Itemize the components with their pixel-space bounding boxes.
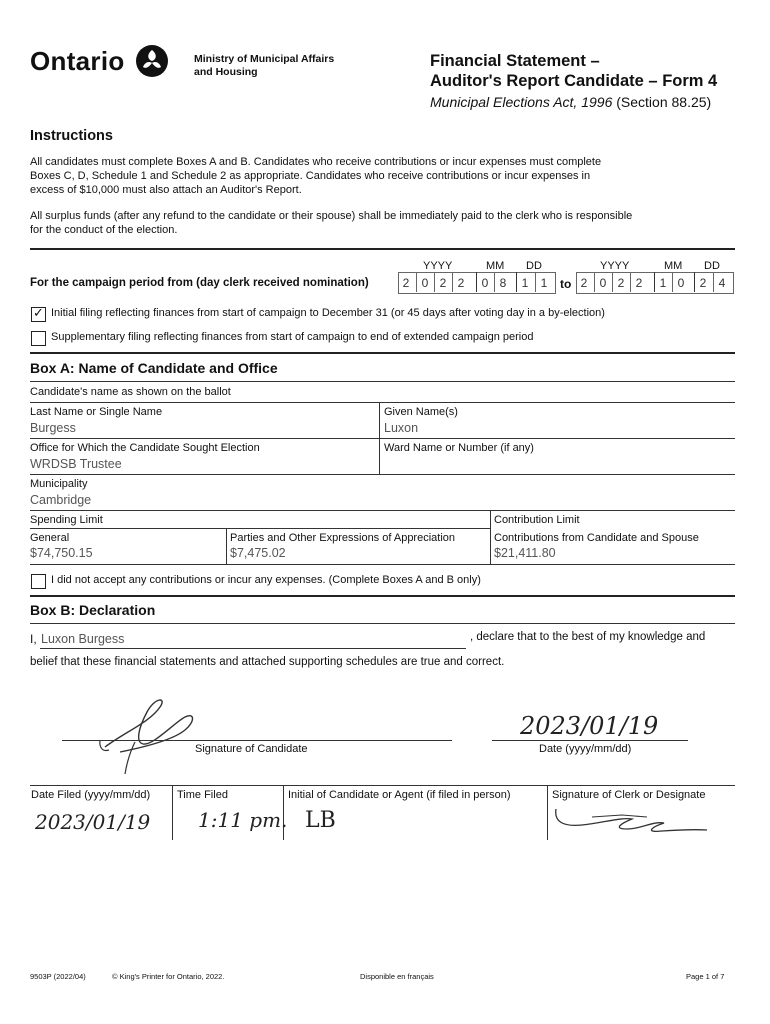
campaign-period-label: For the campaign period from (day clerk received nomination)	[30, 277, 369, 289]
initial-filing-checkbox[interactable]	[31, 307, 46, 322]
divider	[62, 740, 452, 741]
office-field[interactable]: WRDSB Trustee	[30, 457, 122, 471]
from-digit: 1	[535, 272, 552, 292]
time-filed-field[interactable]: 1:11 pm.	[198, 808, 288, 832]
spending-limit-label: Spending Limit	[30, 514, 103, 526]
box-a-title: Box A: Name of Candidate and Office	[30, 360, 278, 376]
divider	[172, 785, 173, 840]
instructions-paragraph-2: All surplus funds (after any refund to the candidate or their spouse) shall be immediately paid to the clerk who is responsible for the conduct of the election.	[30, 210, 633, 236]
divider	[30, 564, 735, 565]
initial-field[interactable]: LB	[305, 808, 336, 833]
to-digit: 2	[694, 272, 711, 292]
from-digit: 0	[416, 272, 433, 292]
from-digit: 2	[434, 272, 451, 292]
to-digit: 4	[713, 272, 730, 292]
date-filed-label: Date Filed (yyyy/mm/dd)	[31, 789, 151, 801]
trillium-logo-icon	[135, 44, 169, 78]
from-digit: 1	[516, 272, 533, 292]
to-digit: 2	[612, 272, 629, 292]
divider	[30, 381, 735, 382]
to-digit: 0	[594, 272, 611, 292]
parties-label: Parties and Other Expressions of Appreciation	[230, 532, 456, 544]
ontario-logo-text: Ontario	[30, 46, 125, 76]
date-filed-field[interactable]: 2023/01/19	[35, 810, 151, 834]
page-number: Page 1 of 7	[686, 972, 725, 981]
divider	[30, 438, 735, 439]
divider	[490, 510, 491, 564]
declaration-text-1: , declare that to the best of my knowledge and	[470, 631, 706, 643]
from-digit: 2	[452, 272, 469, 292]
to-yyyy-header: YYYY	[600, 260, 630, 272]
from-mm-header: MM	[486, 260, 505, 272]
box-a-divider	[30, 352, 735, 354]
municipality-label: Municipality	[30, 478, 88, 490]
general-label: General	[30, 532, 70, 544]
contribution-sub-label: Contributions from Candidate and Spouse	[494, 532, 699, 544]
from-yyyy-header: YYYY	[423, 260, 453, 272]
candidate-signature[interactable]	[95, 692, 215, 777]
declaration-prefix: I,	[30, 632, 37, 646]
to-digit: 0	[672, 272, 689, 292]
french-availability: Disponible en français	[360, 972, 434, 981]
to-label: to	[560, 277, 572, 291]
from-digit: 2	[402, 276, 410, 290]
signature-label: Signature of Candidate	[195, 743, 308, 755]
to-mm-header: MM	[664, 260, 683, 272]
no-contributions-label: I did not accept any contributions or incur any expenses. (Complete Boxes A and B only)	[51, 574, 481, 586]
divider	[30, 785, 735, 786]
clerk-signature[interactable]	[552, 803, 712, 843]
section-divider	[30, 248, 735, 250]
from-dd-header: DD	[526, 260, 542, 272]
supplementary-filing-checkbox[interactable]	[31, 331, 46, 346]
divider	[30, 510, 735, 511]
ministry-name: Ministry of Municipal Affairs and Housing	[194, 53, 335, 78]
contribution-limit-label: Contribution Limit	[494, 514, 580, 526]
declaration-date-field[interactable]: 2023/01/19	[520, 712, 659, 740]
declarant-name-field[interactable]: Luxon Burgess	[41, 632, 125, 646]
ballot-note: Candidate's name as shown on the ballot	[30, 386, 231, 398]
declaration-text-2: belief that these financial statements and attached supporting schedules are true and correct.	[30, 656, 505, 668]
to-dd-header: DD	[704, 260, 720, 272]
given-name-label: Given Name(s)	[384, 406, 458, 418]
divider	[30, 402, 735, 403]
contribution-limit-field[interactable]: $21,411.80	[494, 546, 556, 560]
form-number: 9503P (2022/04)	[30, 972, 86, 981]
divider	[30, 623, 735, 624]
clerk-signature-label: Signature of Clerk or Designate	[552, 789, 706, 801]
divider	[547, 785, 548, 840]
form-title: Financial Statement – Auditor's Report Candidate – Form 4	[430, 52, 718, 90]
from-digit: 0	[476, 272, 493, 292]
ward-label: Ward Name or Number (if any)	[384, 442, 534, 454]
divider	[226, 528, 227, 564]
office-label: Office for Which the Candidate Sought Election	[30, 442, 260, 454]
initial-label: Initial of Candidate or Agent (if filed in person)	[288, 789, 511, 801]
to-digit: 1	[654, 272, 671, 292]
to-digit: 2	[630, 272, 647, 292]
given-name-field[interactable]: Luxon	[384, 421, 419, 435]
municipality-field[interactable]: Cambridge	[30, 493, 92, 507]
divider	[492, 740, 688, 741]
box-b-title: Box B: Declaration	[30, 602, 156, 618]
form-act: Municipal Elections Act, 1996 (Section 88.25)	[430, 94, 712, 110]
supplementary-filing-label: Supplementary filing reflecting finances from start of campaign to end of extended campaign period	[51, 331, 534, 343]
last-name-label: Last Name or Single Name	[30, 406, 163, 418]
instructions-paragraph-1: All candidates must complete Boxes A and B. Candidates who receive contributions or incur expenses must complete Boxes C, D, Schedule 1 and Schedule 2 as appropriate. Candidates who receive contributions or incur expenses in excess of $10,000 must also attach an Auditor's Report.	[30, 156, 602, 196]
divider	[40, 648, 466, 649]
parties-limit-field[interactable]: $7,475.02	[230, 546, 286, 560]
divider	[30, 474, 735, 475]
box-b-divider	[30, 595, 735, 597]
to-digit: 2	[580, 276, 588, 290]
divider	[30, 528, 490, 529]
from-digit: 8	[494, 272, 511, 292]
no-contributions-checkbox[interactable]	[31, 574, 46, 589]
last-name-field[interactable]: Burgess	[30, 421, 76, 435]
instructions-heading: Instructions	[30, 128, 113, 144]
initial-filing-label: Initial filing reflecting finances from start of campaign to December 31 (or 45 days after voting day in a by-election)	[51, 307, 605, 319]
date-label: Date (yyyy/mm/dd)	[539, 743, 632, 755]
checkmark-icon: ✓	[33, 305, 44, 320]
copyright: © King's Printer for Ontario, 2022.	[112, 972, 225, 981]
general-limit-field[interactable]: $74,750.15	[30, 546, 93, 560]
time-filed-label: Time Filed	[177, 789, 228, 801]
